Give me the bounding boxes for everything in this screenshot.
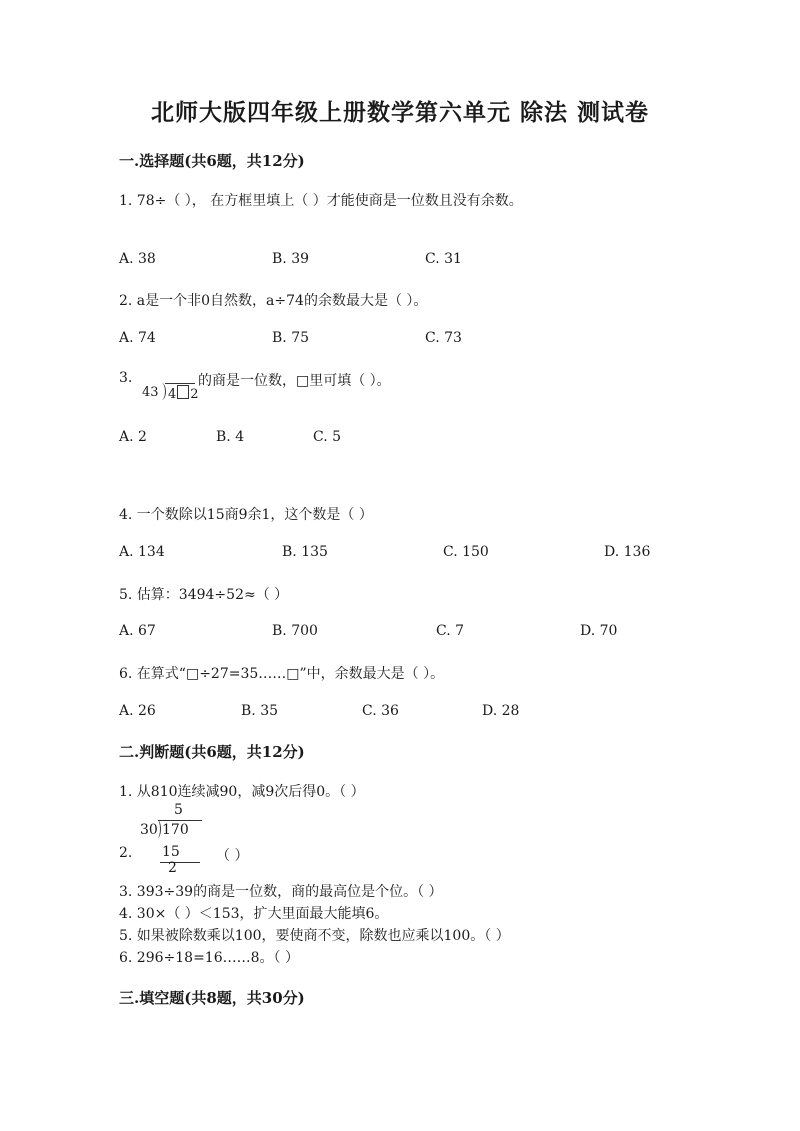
option-q6-a: A. 26 xyxy=(119,703,156,719)
option-q6-c: C. 36 xyxy=(362,703,399,719)
option-q6-d: D. 28 xyxy=(482,703,520,719)
option-q5-d: D. 70 xyxy=(580,623,618,639)
judge-2-number: 2. xyxy=(119,845,133,861)
question-6: 6. 在算式“□÷27=35……□”中，余数最大是（ ）。 xyxy=(119,666,445,682)
section-heading-judge: 二.判断题(共6题，共12分) xyxy=(119,743,305,761)
option-q2-b: B. 75 xyxy=(272,330,310,346)
blank-box xyxy=(177,385,189,399)
question-3-text: 的商是一位数，□里可填（ ）。 xyxy=(198,373,391,389)
option-q4-a: A. 134 xyxy=(119,544,165,560)
question-2: 2. a是一个非0自然数，a÷74的余数最大是（ ）。 xyxy=(119,293,428,309)
judge-3: 3. 393÷39的商是一位数，商的最高位是个位。（ ） xyxy=(119,884,443,900)
option-q4-b: B. 135 xyxy=(282,544,328,560)
division-bracket xyxy=(157,383,166,400)
option-q1-b: B. 39 xyxy=(272,251,310,267)
question-5: 5. 估算：3494÷52≈（ ） xyxy=(119,587,289,603)
option-q6-b: B. 35 xyxy=(241,703,279,719)
divisor: 30 xyxy=(140,822,158,838)
option-q5-b: B. 700 xyxy=(272,623,318,639)
long-division-figure-judge-2 xyxy=(138,802,218,874)
subtrahend: 15 xyxy=(162,844,180,860)
question-1: 1. 78÷（ ）， 在方框里填上（ ）才能使商是一位数且没有余数。 xyxy=(119,193,523,209)
quotient: 5 xyxy=(174,802,183,818)
long-division-figure-q3 xyxy=(140,381,199,403)
remainder: 2 xyxy=(168,860,177,876)
option-q5-c: C. 7 xyxy=(436,623,465,639)
option-q4-c: C. 150 xyxy=(443,544,489,560)
judge-6: 6. 296÷18=16……8。（ ） xyxy=(119,950,299,966)
dividend: 4 2 xyxy=(168,387,199,402)
option-q3-c: C. 5 xyxy=(313,429,342,445)
judge-2-text: （ ） xyxy=(216,848,249,864)
division-bar xyxy=(165,383,195,384)
question-3-number: 3. xyxy=(119,370,133,386)
option-q4-d: D. 136 xyxy=(604,544,651,560)
judge-4: 4. 30×（ ）＜153，扩大里面最大能填6。 xyxy=(119,906,389,922)
option-q3-b: B. 4 xyxy=(216,429,245,445)
judge-1: 1. 从810连续减90，减9次后得0。（ ） xyxy=(119,784,365,800)
division-bar xyxy=(158,820,202,821)
option-q3-a: A. 2 xyxy=(119,429,147,445)
option-q1-a: A. 38 xyxy=(119,251,156,267)
section-heading-fill: 三.填空题(共8题，共30分) xyxy=(119,989,305,1007)
option-q2-a: A. 74 xyxy=(119,330,156,346)
page-title: 北师大版四年级上册数学第六单元 除法 测试卷 xyxy=(150,99,649,126)
section-heading-choice: 一.选择题(共6题，共12分) xyxy=(119,152,305,170)
question-4: 4. 一个数除以15商9余1，这个数是（ ） xyxy=(119,507,373,523)
dividend: 170 xyxy=(162,822,189,838)
option-q5-a: A. 67 xyxy=(119,623,156,639)
judge-5: 5. 如果被除数乘以100，要使商不变，除数也应乘以100。（ ） xyxy=(119,928,510,944)
subtraction-bar xyxy=(160,862,200,863)
divisor: 43 xyxy=(142,385,159,400)
option-q1-c: C. 31 xyxy=(425,251,462,267)
option-q2-c: C. 73 xyxy=(425,330,462,346)
